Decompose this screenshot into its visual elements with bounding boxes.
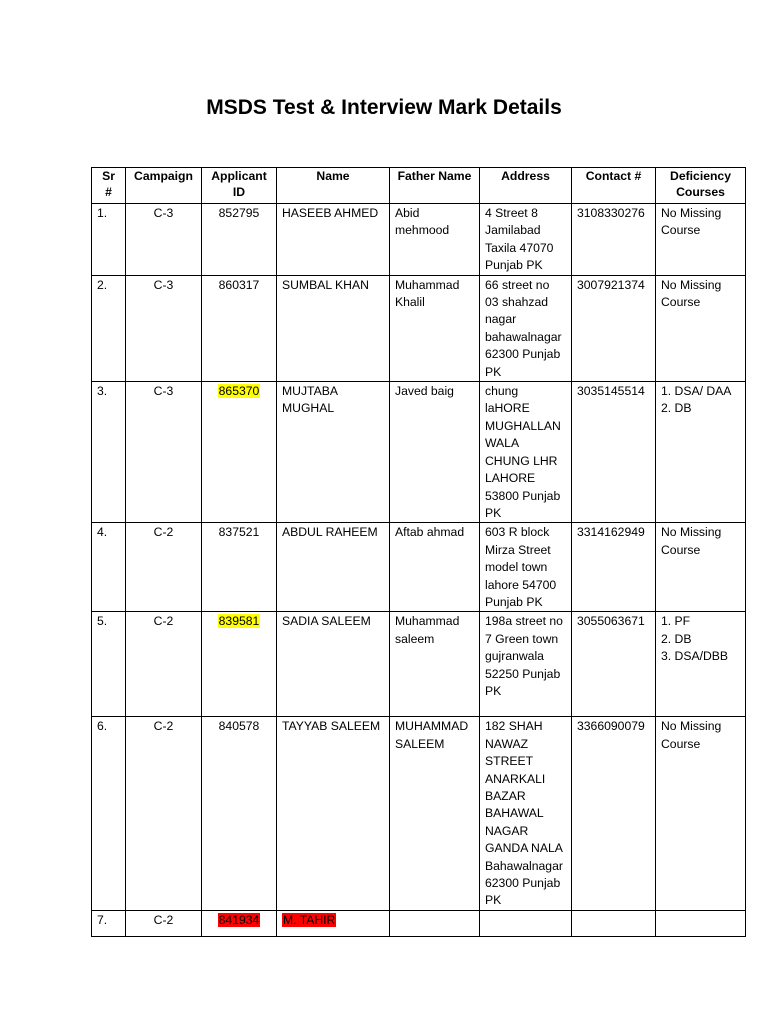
- cell-father-name: Muhammad Khalil: [390, 275, 480, 381]
- table-row: [92, 382, 746, 523]
- cell-address: 198a street no 7 Green town gujranwala 52250 Punjab PK: [480, 612, 572, 717]
- cell-sr: 1.: [92, 204, 126, 276]
- cell-campaign: C-2: [126, 612, 202, 717]
- cell-name: ABDUL RAHEEM: [277, 523, 390, 612]
- cell-father-name: MUHAMMAD SALEEM: [390, 717, 480, 910]
- cell-father-name: Abid mehmood: [390, 204, 480, 276]
- header-father-name: Father Name: [390, 168, 480, 204]
- cell-applicant-id: 860317: [202, 275, 277, 381]
- cell-name: TAYYAB SALEEM: [277, 717, 390, 910]
- cell-name: SADIA SALEEM: [277, 612, 390, 717]
- highlighted-applicant-id: 839581: [218, 614, 260, 629]
- cell-deficiency: 1. DSA/ DAA 2. DB: [656, 382, 746, 523]
- table-row: [92, 717, 746, 910]
- cell-deficiency: No Missing Course: [656, 204, 746, 276]
- cell-campaign: C-2: [126, 523, 202, 612]
- table-row: [92, 523, 746, 612]
- cell-sr: 2.: [92, 275, 126, 381]
- cell-deficiency: [656, 910, 746, 936]
- table-row: [92, 612, 746, 717]
- cell-campaign: C-2: [126, 717, 202, 910]
- cell-contact: 3314162949: [572, 523, 656, 612]
- marks-table: [91, 167, 746, 937]
- cell-name: HASEEB AHMED: [277, 204, 390, 276]
- cell-address: 4 Street 8 Jamilabad Taxila 47070 Punjab PK: [480, 204, 572, 276]
- cell-campaign: C-3: [126, 204, 202, 276]
- header-applicant-id: Applicant ID: [202, 168, 277, 204]
- cell-applicant-id: 852795: [202, 204, 277, 276]
- cell-father-name: Muhammad saleem: [390, 612, 480, 717]
- cell-campaign: C-3: [126, 382, 202, 523]
- cell-deficiency: No Missing Course: [656, 275, 746, 381]
- cell-father-name: [390, 910, 480, 936]
- cell-campaign: C-3: [126, 275, 202, 381]
- cell-deficiency: No Missing Course: [656, 523, 746, 612]
- cell-address: 66 street no 03 shahzad nagar bahawalnagar 62300 Punjab PK: [480, 275, 572, 381]
- cell-contact: 3055063671: [572, 612, 656, 717]
- cell-deficiency: No Missing Course: [656, 717, 746, 910]
- cell-applicant-id: 837521: [202, 523, 277, 612]
- cell-applicant-id: [202, 382, 277, 523]
- table-row: [92, 275, 746, 381]
- cell-sr: 4.: [92, 523, 126, 612]
- cell-contact: 3366090079: [572, 717, 656, 910]
- highlighted-applicant-id: 865370: [218, 384, 260, 399]
- cell-applicant-id: 840578: [202, 717, 277, 910]
- cell-sr: 5.: [92, 612, 126, 717]
- cell-applicant-id: [202, 910, 277, 936]
- cell-contact: 3035145514: [572, 382, 656, 523]
- header-campaign: Campaign: [126, 168, 202, 204]
- highlighted-name: M. TAHIR: [283, 912, 336, 927]
- highlighted-applicant-id: 841934: [218, 912, 260, 927]
- cell-sr: 3.: [92, 382, 126, 523]
- header-contact: Contact #: [572, 168, 656, 204]
- cell-address: chung laHORE MUGHALLAN WALA CHUNG LHR LAHORE 53800 Punjab PK: [480, 382, 572, 523]
- page-title: MSDS Test & Interview Mark Details: [206, 96, 562, 119]
- cell-sr: 6.: [92, 717, 126, 910]
- cell-campaign: C-2: [126, 910, 202, 936]
- header-name: Name: [277, 168, 390, 204]
- cell-sr: 7.: [92, 910, 126, 936]
- cell-applicant-id: [202, 612, 277, 717]
- cell-father-name: Aftab ahmad: [390, 523, 480, 612]
- cell-name: [277, 910, 390, 936]
- table-header-row: [92, 168, 746, 204]
- cell-address: [480, 910, 572, 936]
- cell-contact: 3007921374: [572, 275, 656, 381]
- cell-address: 603 R block Mirza Street model town lahore 54700 Punjab PK: [480, 523, 572, 612]
- cell-deficiency: 1. PF 2. DB 3. DSA/DBB: [656, 612, 746, 717]
- header-address: Address: [480, 168, 572, 204]
- cell-address: 182 SHAH NAWAZ STREET ANARKALI BAZAR BAHAWAL NAGAR GANDA NALA Bahawalnagar 62300 Punjab PK: [480, 717, 572, 910]
- cell-father-name: Javed baig: [390, 382, 480, 523]
- cell-name: MUJTABA MUGHAL: [277, 382, 390, 523]
- cell-name: SUMBAL KHAN: [277, 275, 390, 381]
- cell-contact: [572, 910, 656, 936]
- table-row: [92, 910, 746, 936]
- cell-contact: 3108330276: [572, 204, 656, 276]
- header-sr: Sr #: [92, 168, 126, 204]
- table-row: [92, 204, 746, 276]
- header-deficiency: Deficiency Courses: [656, 168, 746, 204]
